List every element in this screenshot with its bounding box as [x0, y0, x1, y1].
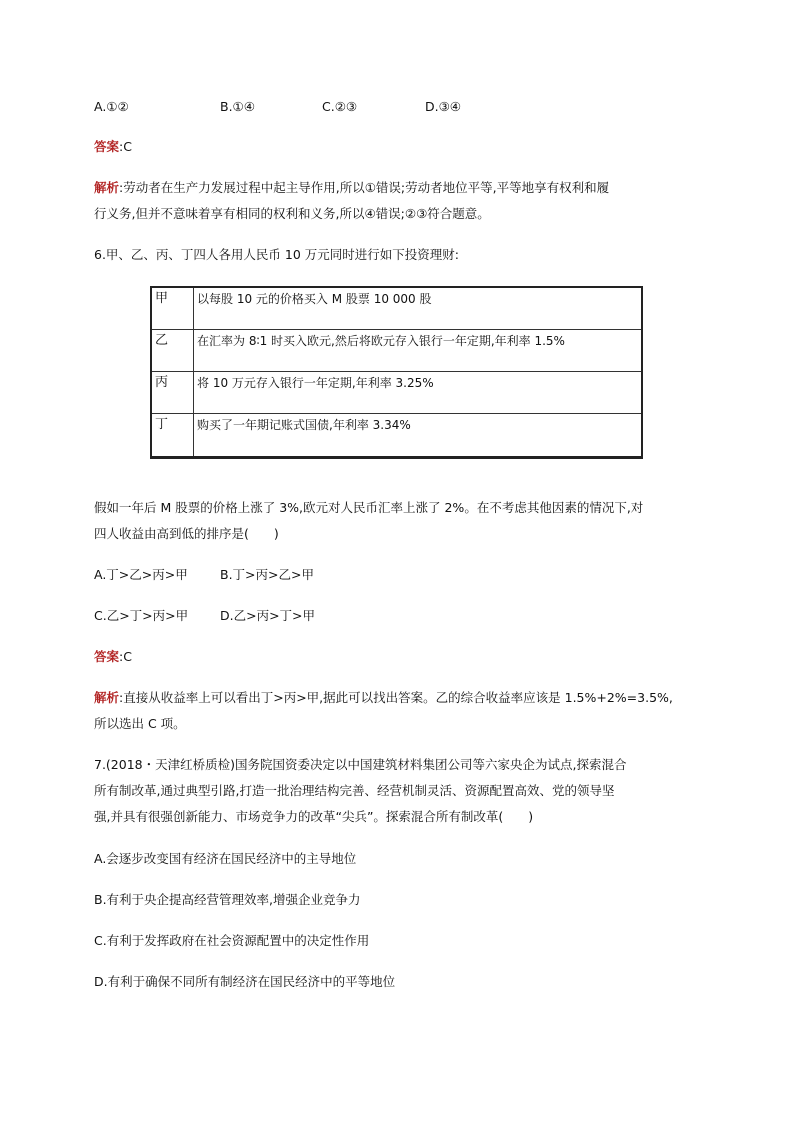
table-row	[151, 413, 642, 457]
answer-label: 答案	[94, 139, 120, 154]
q6-analysis-line-2: 所以选出 C 项。	[94, 716, 186, 731]
q7-stem-line-2: 所有制改革,通过典型引路,打造一批治理结构完善、经营机制灵活、资源配置高效、党的领导坚	[94, 783, 615, 798]
analysis-text: :劳动者在生产力发展过程中起主导作用,所以①错误;劳动者地位平等,平等地享有权利和履	[119, 180, 610, 195]
q6-option-c: C.乙>丁>丙>甲	[94, 608, 189, 623]
q6-option-b: B.丁>丙>乙>甲	[220, 567, 314, 582]
table-row	[151, 329, 642, 371]
table-row	[151, 287, 642, 329]
investor-name: 丙	[151, 371, 194, 413]
investor-name: 丁	[151, 413, 194, 457]
q6-option-a: A.丁>乙>丙>甲	[94, 567, 188, 582]
q7-option-d: D.有利于确保不同所有制经济在国民经济中的平等地位	[94, 974, 396, 989]
analysis-label: 解析	[94, 690, 120, 705]
q6-question-line-1: 假如一年后 M 股票的价格上涨了 3%,欧元对人民币汇率上涨了 2%。在不考虑其他因素的情况下,对	[94, 500, 644, 515]
investment-desc: 将 10 万元存入银行一年定期,年利率 3.25%	[194, 371, 643, 413]
q6-analysis-line-1	[94, 689, 673, 707]
investor-name: 甲	[151, 287, 194, 329]
q6-question-line-2: 四人收益由高到低的排序是( )	[94, 526, 279, 541]
q6-stem: 6.甲、乙、丙、丁四人各用人民币 10 万元同时进行如下投资理财:	[94, 247, 459, 262]
q5-option-b: B.①④	[220, 99, 255, 114]
q5-answer	[94, 138, 132, 156]
answer-label: 答案	[94, 649, 120, 664]
q5-analysis-line-1	[94, 179, 609, 197]
analysis-label: 解析	[94, 180, 120, 195]
q7-option-a: A.会逐步改变国有经济在国民经济中的主导地位	[94, 851, 357, 866]
q6-answer	[94, 648, 132, 666]
q7-option-c: C.有利于发挥政府在社会资源配置中的决定性作用	[94, 933, 370, 948]
q5-analysis-line-2: 行义务,但并不意味着享有相同的权利和义务,所以④错误;②③符合题意。	[94, 206, 490, 221]
investment-desc: 购买了一年期记账式国债,年利率 3.34%	[194, 413, 643, 457]
table-row	[151, 371, 642, 413]
investment-desc: 以每股 10 元的价格买入 M 股票 10 000 股	[194, 287, 643, 329]
q7-option-b: B.有利于央企提高经营管理效率,增强企业竞争力	[94, 892, 361, 907]
investor-name: 乙	[151, 329, 194, 371]
analysis-text: :直接从收益率上可以看出丁>丙>甲,据此可以找出答案。乙的综合收益率应该是 1.5%+2%=3.5%,	[119, 690, 673, 705]
q5-option-a: A.①②	[94, 99, 129, 114]
answer-value: :C	[119, 139, 132, 154]
q7-stem-line-1: 7.(2018・天津红桥质检)国务院国资委决定以中国建筑材料集团公司等六家央企为试点,探索混合	[94, 757, 627, 772]
investment-desc: 在汇率为 8∶1 时买入欧元,然后将欧元存入银行一年定期,年利率 1.5%	[194, 329, 643, 371]
q6-option-d: D.乙>丙>丁>甲	[220, 608, 316, 623]
q7-stem-line-3: 强,并具有很强创新能力、市场竞争力的改革“尖兵”。探索混合所有制改革( )	[94, 809, 534, 824]
answer-value: :C	[119, 649, 132, 664]
q5-option-d: D.③④	[425, 99, 462, 114]
q5-option-c: C.②③	[322, 99, 358, 114]
investment-table	[150, 286, 643, 459]
